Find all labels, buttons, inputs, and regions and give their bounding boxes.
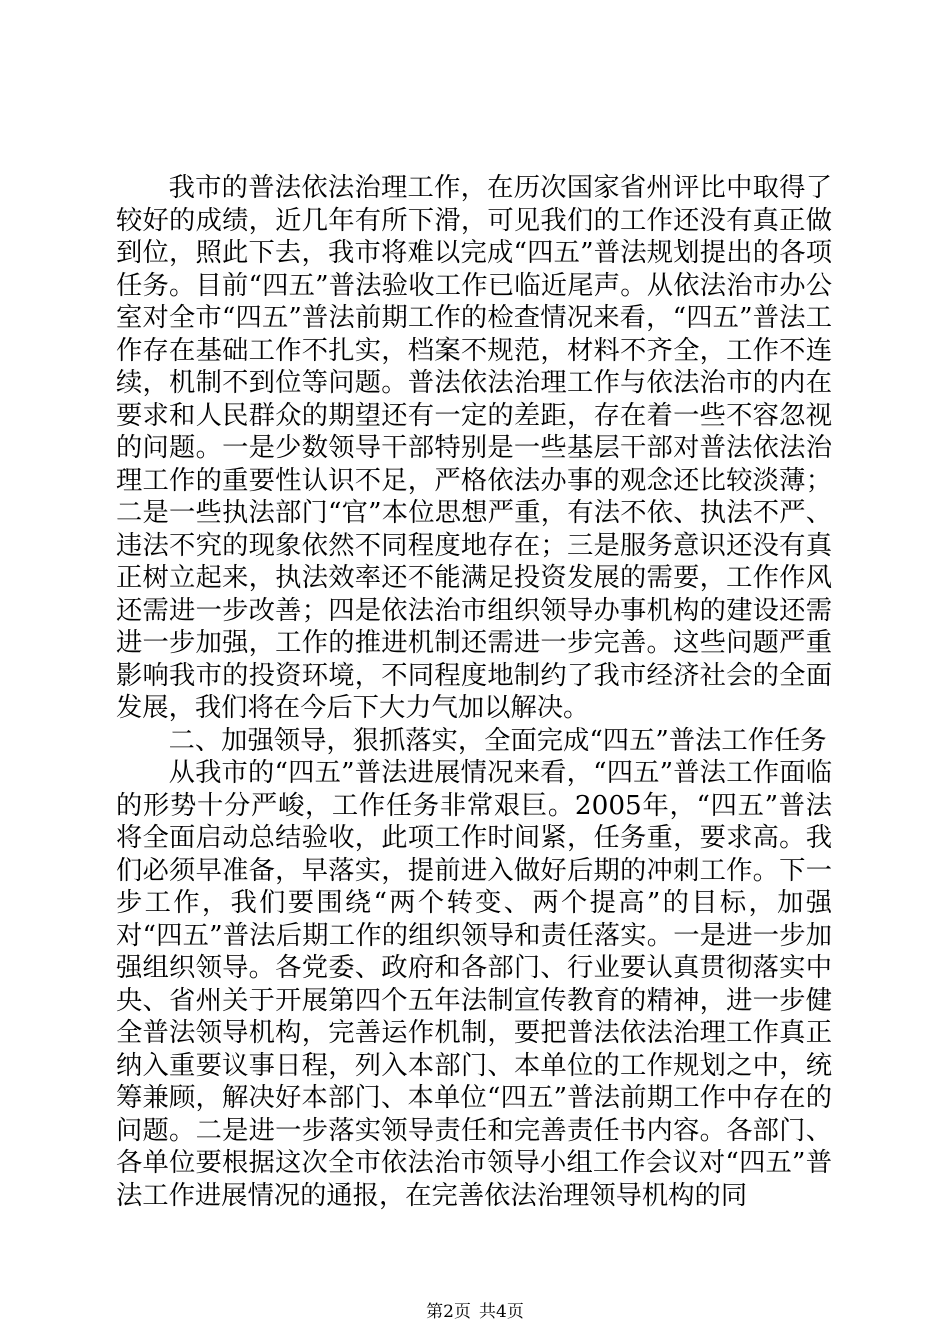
document-body	[116, 172, 832, 1212]
paragraph-problems: 我市的普法依法治理工作，在历次国家省州评比中取得了较好的成绩，近几年有所下滑，可见我们的工作还没有真正做到位，照此下去，我市将难以完成“四五”普法规划提出的各项任务。目前“四五”普法验收工作已临近尾声。从依法治市办公室对全市“四五”普法前期工作的检查情况来看，“四五”普法工作存在基础工作不扎实，档案不规范，材料不齐全，工作不连续，机制不到位等问题。普法依法治理工作与依法治市的内在要求和人民群众的期望还有一定的差距，存在着一些不容忽视的问题。一是少数领导干部特别是一些基层干部对普法依法治理工作的重要性认识不足，严格依法办事的观念还比较淡薄；二是一些执法部门“官”本位思想严重，有法不依、执法不严、违法不究的现象依然不同程度地存在；三是服务意识还没有真正树立起来，执法效率还不能满足投资发展的需要，工作作风还需进一步改善；四是依法治市组织领导办事机构的建设还需进一步加强，工作的推进机制还需进一步完善。这些问题严重影响我市的投资环境，不同程度地制约了我市经济社会的全面发展，我们将在今后下大力气加以解决。	[116, 173, 832, 723]
paragraph-tasks: 从我市的“四五”普法进展情况来看，“四五”普法工作面临的形势十分严峻，工作任务非常艰巨。2005年，“四五”普法将全面启动总结验收，此项工作时间紧，任务重，要求高。我们必须早准备，早落实，提前进入做好后期的冲刺工作。下一步工作，我们要围绕“两个转变、两个提高”的目标，加强对“四五”普法后期工作的组织领导和责任落实。一是进一步加强组织领导。各党委、政府和各部门、行业要认真贯彻落实中央、省州关于开展第四个五年法制宣传教育的精神，进一步健全普法领导机构，完善运作机制，要把普法依法治理工作真正纳入重要议事日程，列入本部门、本单位的工作规划之中，统筹兼顾，解决好本部门、本单位“四五”普法前期工作中存在的问题。二是进一步落实领导责任和完善责任书内容。各部门、各单位要根据这次全市依法治市领导小组工作会议对“四五”普法工作进展情况的通报，在完善依法治理领导机构的同	[116, 758, 832, 1211]
section-heading: 二、加强领导，狠抓落实，全面完成“四五”普法工作任务	[168, 725, 827, 756]
page-total: 共4页	[479, 1302, 524, 1322]
page-number: 第2页	[426, 1302, 471, 1322]
page-footer	[0, 1301, 950, 1323]
